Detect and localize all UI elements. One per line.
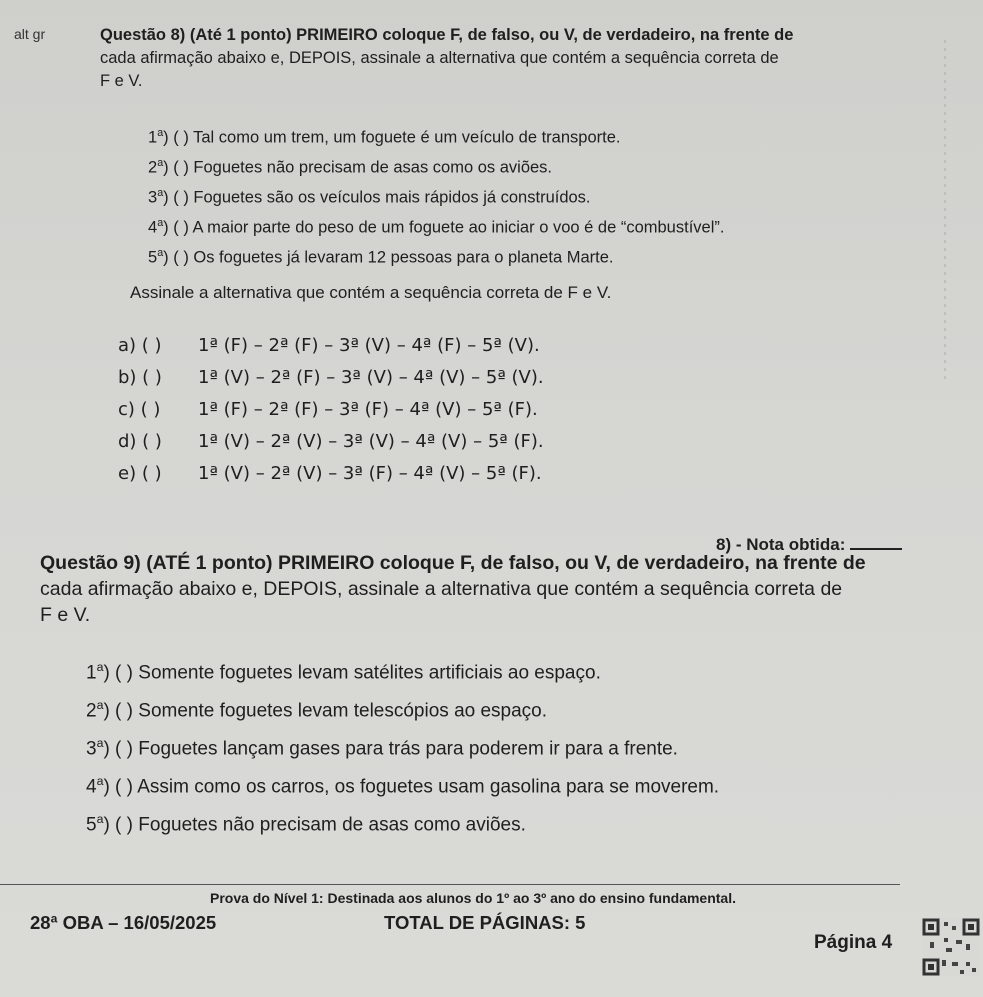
statement-number: 1	[86, 662, 97, 684]
statement-text[interactable]: ) ( ) Assim como os carros, os foguetes usam gasolina para se moverem.	[103, 776, 720, 798]
statement-number: 3	[148, 188, 158, 207]
statement-item	[148, 178, 724, 208]
option-letter: a) ( )	[118, 335, 162, 356]
statement-item	[86, 724, 719, 762]
statement-text[interactable]: ) ( ) Foguetes são os veículos mais rápidos já construídos.	[163, 188, 591, 207]
statement-text[interactable]: ) ( ) Foguetes não precisam de asas como os aviões.	[163, 158, 553, 177]
footer-oba-date: 28ª OBA – 16/05/2025	[30, 912, 217, 933]
score-blank[interactable]	[850, 532, 902, 550]
option-sequence: 1ª (V) – 2ª (V) – 3ª (V) – 4ª (V) – 5ª (F).	[198, 431, 544, 452]
statement-ordinal: a	[96, 698, 104, 712]
question-8-text-line3: F e V.	[100, 72, 143, 90]
question-8-statements	[148, 118, 724, 268]
corner-note: alt gr	[14, 26, 46, 42]
statement-item	[86, 800, 719, 838]
option-a[interactable]	[118, 330, 544, 362]
footer-page-number: Página 4	[814, 932, 893, 953]
option-d[interactable]	[118, 426, 544, 458]
statement-ordinal: a	[157, 247, 164, 259]
statement-item	[86, 648, 719, 686]
statement-number: 4	[148, 218, 158, 237]
option-sequence: 1ª (F) – 2ª (F) – 3ª (F) – 4ª (V) – 5ª (F).	[198, 399, 538, 420]
option-letter: b) ( )	[118, 367, 162, 388]
question-9-text-line2: cada afirmação abaixo e, DEPOIS, assinale a alternativa que contém a sequência correta de	[40, 578, 843, 600]
statement-ordinal: a	[157, 157, 164, 169]
option-letter: e) ( )	[118, 463, 162, 484]
question-8-title: Questão 8) (Até 1 ponto) PRIMEIRO coloque F, de falso, ou V, de verdadeiro, na frente de	[100, 26, 794, 44]
statement-text[interactable]: ) ( ) Tal como um trem, um foguete é um veículo de transporte.	[163, 128, 621, 147]
footer-divider	[0, 884, 900, 885]
score-label: 8) - Nota obtida:	[716, 535, 846, 554]
statement-text[interactable]: ) ( ) Foguetes não precisam de asas como aviões.	[103, 814, 526, 836]
option-sequence: 1ª (F) – 2ª (F) – 3ª (V) – 4ª (F) – 5ª (V).	[198, 335, 540, 356]
statement-text[interactable]: ) ( ) Somente foguetes levam telescópios ao espaço.	[103, 700, 548, 722]
statement-text[interactable]: ) ( ) Os foguetes já levaram 12 pessoas para o planeta Marte.	[163, 248, 614, 267]
statement-ordinal: a	[96, 774, 104, 788]
statement-number: 2	[148, 158, 158, 177]
question-9-text-line3: F e V.	[40, 604, 91, 626]
question-8-instruction: Assinale a alternativa que contém a sequência correta de F e V.	[130, 283, 612, 302]
footer-prova-level: Prova do Nível 1: Destinada aos alunos do 1º ao 3º ano do ensino fundamental.	[210, 890, 736, 906]
statement-ordinal: a	[96, 812, 104, 826]
qr-code-icon	[922, 918, 980, 976]
statement-number: 1	[148, 128, 158, 147]
statement-text[interactable]: ) ( ) A maior parte do peso de um foguete ao iniciar o voo é de “combustível”.	[163, 218, 725, 237]
statement-item	[148, 148, 724, 178]
statement-item	[148, 208, 724, 238]
statement-ordinal: a	[157, 127, 164, 139]
statement-number: 5	[86, 814, 97, 836]
statement-ordinal: a	[157, 217, 164, 229]
statement-number: 5	[148, 248, 158, 267]
statement-item	[86, 686, 719, 724]
statement-text[interactable]: ) ( ) Somente foguetes levam satélites artificiais ao espaço.	[103, 662, 601, 684]
option-letter: d) ( )	[118, 431, 162, 452]
statement-item	[148, 238, 724, 268]
statement-number: 2	[86, 700, 97, 722]
statement-number: 4	[86, 776, 97, 798]
question-8-text-line2: cada afirmação abaixo e, DEPOIS, assinale a alternativa que contém a sequência correta de	[100, 49, 779, 67]
option-sequence: 1ª (V) – 2ª (V) – 3ª (F) – 4ª (V) – 5ª (F).	[198, 463, 542, 484]
statement-number: 3	[86, 738, 97, 760]
footer-total-pages: TOTAL DE PÁGINAS: 5	[384, 912, 586, 933]
side-margin-marks	[938, 40, 952, 380]
statement-item	[86, 762, 719, 800]
statement-item	[148, 118, 724, 148]
option-c[interactable]	[118, 394, 544, 426]
statement-text[interactable]: ) ( ) Foguetes lançam gases para trás para poderem ir para a frente.	[103, 738, 678, 760]
question-8-header	[100, 24, 920, 93]
statement-ordinal: a	[157, 187, 164, 199]
statement-ordinal: a	[96, 660, 104, 674]
question-9-statements	[86, 648, 719, 838]
option-letter: c) ( )	[118, 399, 161, 420]
statement-ordinal: a	[96, 736, 104, 750]
option-e[interactable]	[118, 458, 544, 490]
question-9-header	[40, 550, 970, 628]
option-sequence: 1ª (V) – 2ª (F) – 3ª (V) – 4ª (V) – 5ª (V).	[198, 367, 544, 388]
question-9-title: Questão 9) (ATÉ 1 ponto) PRIMEIRO coloque F, de falso, ou V, de verdadeiro, na frente de	[40, 552, 866, 574]
question-8-options	[118, 330, 544, 490]
option-b[interactable]	[118, 362, 544, 394]
